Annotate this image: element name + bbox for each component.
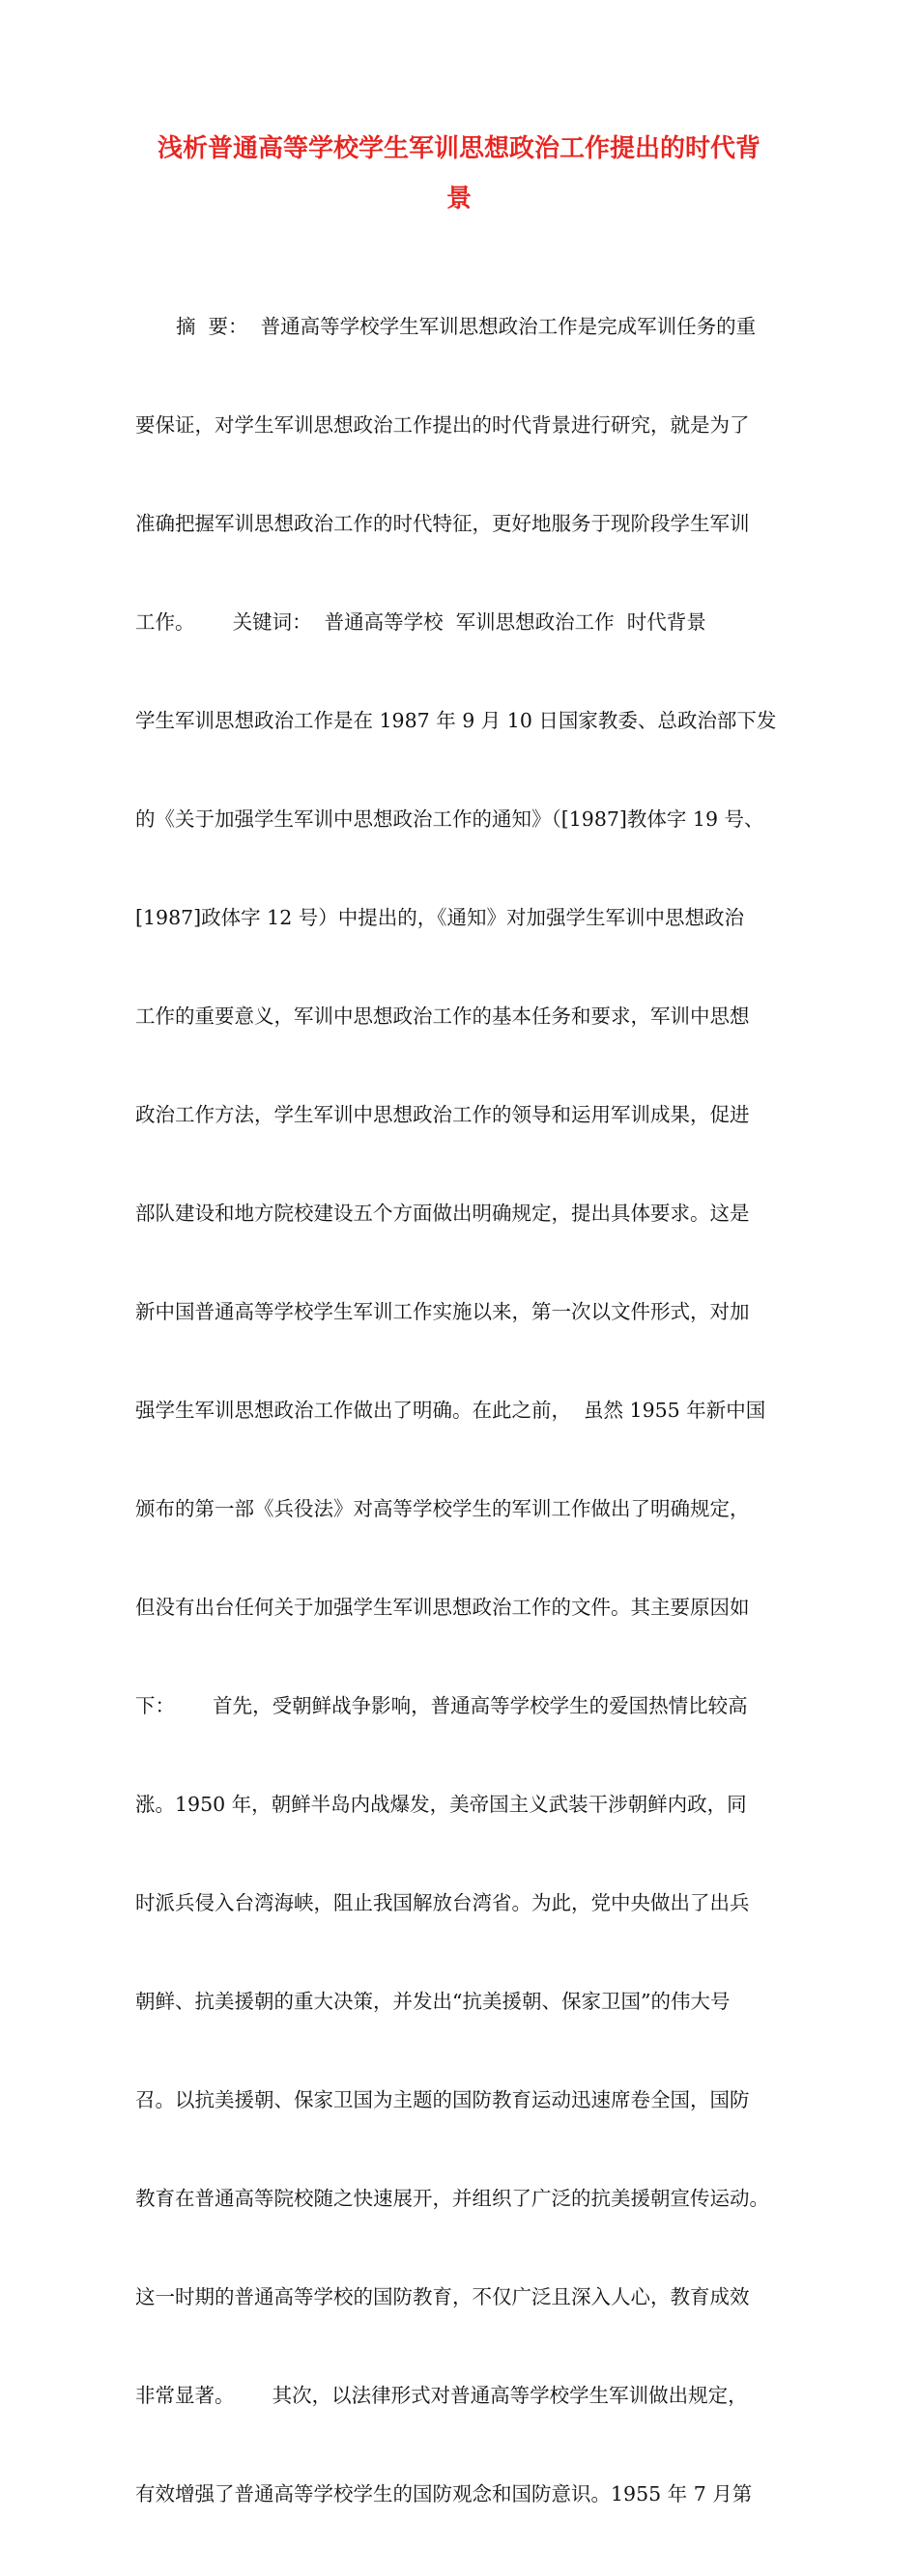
body-line: 有效增强了普通高等学校学生的国防观念和国防意识。1955 年 7 月第 <box>135 2482 753 2505</box>
body-line: 学生军训思想政治工作是在 1987 年 9 月 10 日国家教委、总政治部下发 <box>135 709 777 732</box>
body-line: 工作的重要意义，军训中思想政治工作的基本任务和要求，军训中思想 <box>135 1005 750 1028</box>
body-line: 下： 首先，受朝鲜战争影响，普通高等学校学生的爱国热情比较高 <box>135 1694 748 1717</box>
body-line: 强学生军训思想政治工作做出了明确。在此之前， 虽然 1955 年新中国 <box>135 1399 766 1422</box>
body-line: 工作。 关键词： 普通高等学校 军训思想政治工作 时代背景 <box>135 610 706 634</box>
body-line: 召。以抗美援朝、保家卫国为主题的国防教育运动迅速席卷全国，国防 <box>135 2088 750 2111</box>
body-line: 新中国普通高等学校学生军训工作实施以来，第一次以文件形式，对加 <box>135 1300 750 1323</box>
body-line: 颁布的第一部《兵役法》对高等学校学生的军训工作做出了明确规定， <box>135 1497 750 1520</box>
body-line: 时派兵侵入台湾海峡，阻止我国解放台湾省。为此，党中央做出了出兵 <box>135 1891 750 1914</box>
body-line: 涨。1950 年，朝鲜半岛内战爆发，美帝国主义武装干涉朝鲜内政，同 <box>135 1793 747 1816</box>
body-line: 朝鲜、抗美援朝的重大决策，并发出“抗美援朝、保家卫国”的伟大号 <box>135 1990 731 2013</box>
document-body <box>135 244 802 2576</box>
body-line: 的《关于加强学生军训中思想政治工作的通知》（[1987]教体字 19 号、 <box>135 807 764 831</box>
title-line-2: 景 <box>445 184 472 213</box>
body-line: 但没有出台任何关于加强学生军训思想政治工作的文件。其主要原因如 <box>135 1596 750 1619</box>
body-line: 摘 要： 普通高等学校学生军训思想政治工作是完成军训任务的重 <box>176 315 757 338</box>
body-line: 要保证，对学生军训思想政治工作提出的时代背景进行研究，就是为了 <box>135 413 750 437</box>
body-line: 准确把握军训思想政治工作的时代特征，更好地服务于现阶段学生军训 <box>135 512 750 535</box>
body-line: 教育在普通高等院校随之快速展开，并组织了广泛的抗美援朝宣传运动。 <box>135 2187 769 2210</box>
body-line: 非常显著。 其次，以法律形式对普通高等学校学生军训做出规定， <box>135 2384 748 2407</box>
document-title <box>126 124 792 224</box>
body-line: 这一时期的普通高等学校的国防教育，不仅广泛且深入人心，教育成效 <box>135 2285 750 2308</box>
body-line: [1987]政体字 12 号）中提出的，《通知》对加强学生军训中思想政治 <box>135 906 745 929</box>
body-line: 政治工作方法，学生军训中思想政治工作的领导和运用军训成果，促进 <box>135 1103 750 1126</box>
body-line: 部队建设和地方院校建设五个方面做出明确规定，提出具体要求。这是 <box>135 1202 750 1225</box>
title-line-1: 浅析普通高等学校学生军训思想政治工作提出的时代背 <box>157 134 760 163</box>
